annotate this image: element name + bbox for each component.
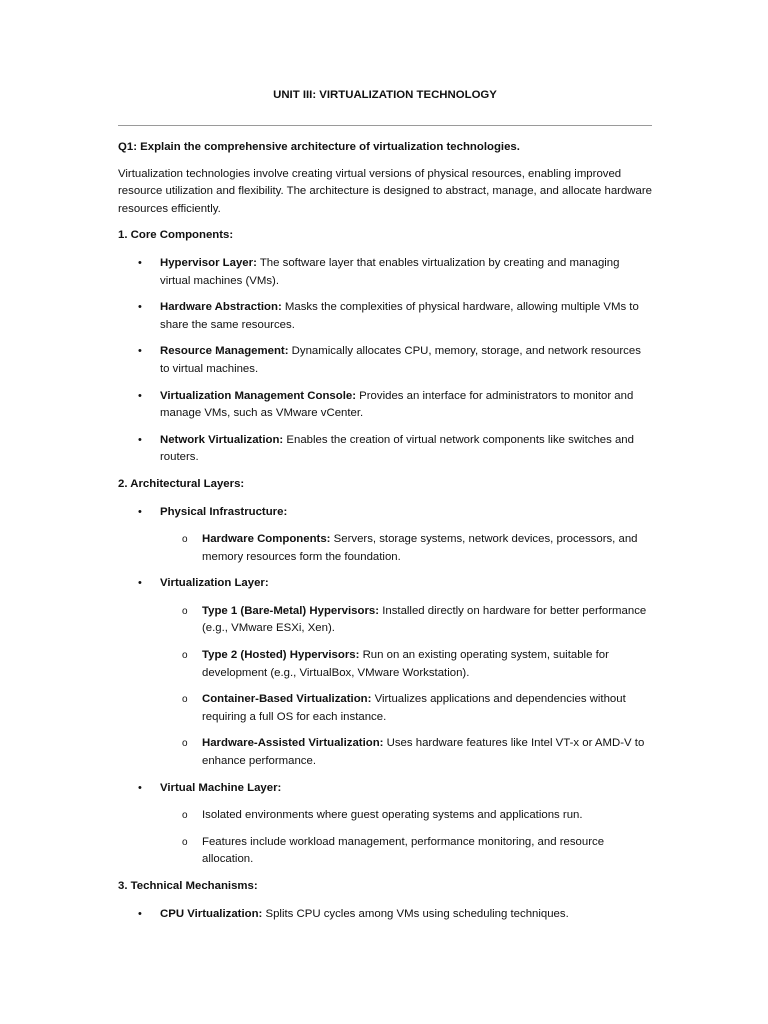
document-content bbox=[118, 87, 652, 932]
list-item bbox=[118, 299, 652, 334]
sub-bullet-icon: o bbox=[182, 738, 188, 750]
item-term: Hardware-Assisted Virtualization: bbox=[202, 737, 384, 750]
item-term: Type 2 (Hosted) Hypervisors: bbox=[202, 649, 360, 662]
item-term: Hardware Components: bbox=[202, 533, 331, 546]
group-label: Physical Infrastructure: bbox=[160, 505, 288, 518]
item-text: Servers, storage systems, network devices, processors, and memory resources form the foundation. bbox=[202, 533, 638, 563]
item-text: Features include workload management, performance monitoring, and resource allocation. bbox=[202, 835, 605, 866]
item-text: Enables the creation of virtual network components like switches and routers. bbox=[160, 433, 634, 464]
list-item bbox=[118, 343, 652, 378]
item-text: The software layer that enables virtualization by creating and managing virtual machines (VMs). bbox=[160, 256, 620, 287]
sub-bullet-icon: o bbox=[182, 534, 188, 546]
sub-list bbox=[160, 603, 652, 771]
sub-bullet-icon: o bbox=[182, 836, 188, 848]
sub-bullet-icon: o bbox=[182, 605, 188, 617]
item-term: Network Virtualization: bbox=[160, 433, 284, 446]
bullet-icon: • bbox=[138, 781, 142, 794]
intro-paragraph: Virtualization technologies involve creating virtual versions of physical resources, enabling improved resource utilization and flexibility. The architecture is designed to abstract, manage, and allocate hardware resources efficiently. bbox=[118, 167, 652, 215]
item-text: Dynamically allocates CPU, memory, storage, and network resources to virtual machines. bbox=[160, 345, 641, 375]
list-item bbox=[118, 575, 652, 770]
bullet-icon: • bbox=[138, 577, 142, 590]
core-components-list bbox=[118, 255, 652, 467]
bullet-icon: • bbox=[138, 301, 142, 314]
sub-bullet-icon: o bbox=[182, 810, 188, 822]
item-term: Virtualization Management Console: bbox=[160, 389, 356, 402]
sub-list-item bbox=[160, 603, 652, 638]
list-item bbox=[118, 432, 652, 467]
question-heading: Q1: Explain the comprehensive architecture of virtualization technologies. bbox=[118, 141, 520, 153]
item-text: Run on an existing operating system, suitable for development (e.g., VirtualBox, VMware Workstation). bbox=[202, 649, 609, 679]
item-text: Splits CPU cycles among VMs using scheduling techniques. bbox=[262, 907, 569, 920]
item-term: Container-Based Virtualization: bbox=[202, 693, 372, 706]
title-divider bbox=[118, 125, 652, 126]
item-text: Masks the complexities of physical hardware, allowing multiple VMs to share the same resources. bbox=[160, 301, 639, 331]
sub-list-item bbox=[160, 735, 652, 770]
bullet-icon: • bbox=[138, 345, 142, 358]
item-term: Hypervisor Layer: bbox=[160, 256, 257, 269]
technical-mechanisms-list bbox=[118, 906, 652, 924]
list-item bbox=[118, 388, 652, 423]
sub-list-item bbox=[160, 834, 652, 869]
sub-list-item bbox=[160, 691, 652, 726]
sub-bullet-icon: o bbox=[182, 650, 188, 662]
list-item bbox=[118, 906, 652, 924]
item-text: Virtualizes applications and dependencies without requiring a full OS for each instance. bbox=[202, 693, 626, 723]
bullet-icon: • bbox=[138, 433, 142, 446]
section-heading-architectural-layers: 2. Architectural Layers: bbox=[118, 477, 245, 490]
architectural-layers-list bbox=[118, 504, 652, 870]
item-text: Uses hardware features like Intel VT-x or AMD-V to enhance performance. bbox=[202, 737, 645, 768]
sub-list bbox=[160, 531, 652, 566]
item-text: Provides an interface for administrators to monitor and manage VMs, such as VMware vCenter. bbox=[160, 389, 634, 420]
item-term: Hardware Abstraction: bbox=[160, 301, 282, 314]
item-text: Isolated environments where guest operating systems and applications run. bbox=[202, 809, 583, 822]
sub-bullet-icon: o bbox=[182, 694, 188, 706]
item-text: Installed directly on hardware for better performance (e.g., VMware ESXi, Xen). bbox=[202, 604, 647, 635]
item-term: Resource Management: bbox=[160, 345, 289, 358]
list-item bbox=[118, 255, 652, 290]
sub-list-item bbox=[160, 647, 652, 682]
bullet-icon: • bbox=[138, 389, 142, 402]
bullet-icon: • bbox=[138, 505, 142, 518]
sub-list-item bbox=[160, 531, 652, 566]
item-term: Type 1 (Bare-Metal) Hypervisors: bbox=[202, 604, 380, 617]
group-label: Virtualization Layer: bbox=[160, 577, 269, 590]
bullet-icon: • bbox=[138, 256, 142, 269]
sub-list-item bbox=[160, 807, 652, 825]
list-item bbox=[118, 780, 652, 869]
group-label: Virtual Machine Layer: bbox=[160, 781, 282, 794]
bullet-icon: • bbox=[138, 907, 142, 920]
sub-list bbox=[160, 807, 652, 869]
item-term: CPU Virtualization: bbox=[160, 907, 263, 920]
section-heading-core-components: 1. Core Components: bbox=[118, 229, 234, 242]
section-heading-technical-mechanisms: 3. Technical Mechanisms: bbox=[118, 880, 258, 892]
page-title: UNIT III: VIRTUALIZATION TECHNOLOGY bbox=[273, 89, 497, 101]
list-item bbox=[118, 504, 652, 567]
